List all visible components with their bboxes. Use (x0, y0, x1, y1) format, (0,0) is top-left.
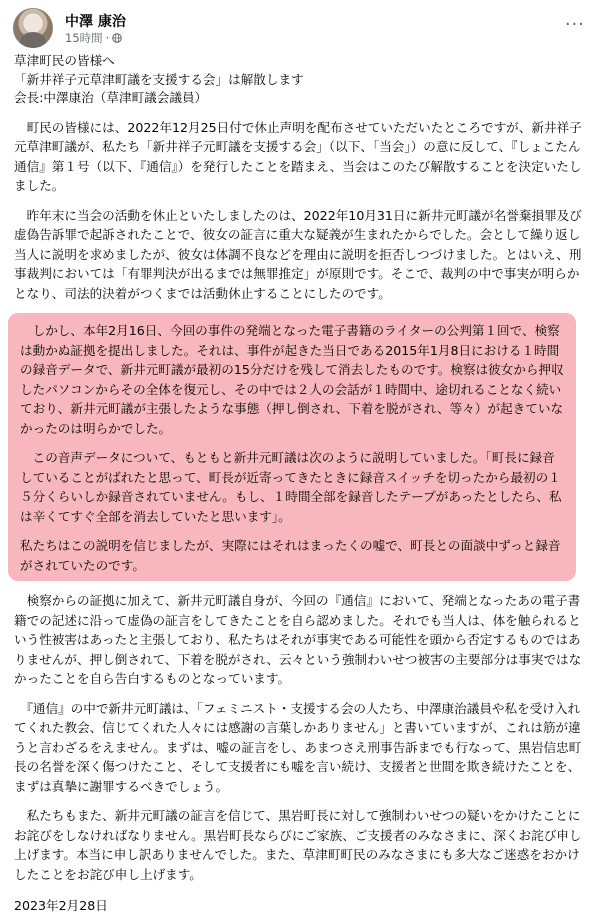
paragraph: 町民の皆様には、2022年12月25日付で休止声明を配布させていただいたところですが、新井祥子元草津町議が、私たち「新井祥子元町議を支援する会」（以下、「当会」）の意に反して、『しょこたん通信』第１号（以下、『通信』）を発行したことを踏まえ、当会はこのたび解散することを決定いたしました。 (14, 119, 582, 193)
paragraph: しかし、本年2月16日、今回の事件の発端となった電子書籍のライターの公判第１回で、検察は動かぬ証拠を提出しました。それは、事件が起きた当日である2015年1月8日における１時間の録音データで、新井元町議が最初の15分だけを残して消去したものです。検察は彼女から押収したパソコンからその全体を復元し、その中では２人の会話が１時間中、途切れることなく続いており、新井元町議が主張したような事態（押し倒され、下着を脱がされ、等々）が起きていなかったのは明らかでした。 (20, 323, 564, 436)
globe-icon[interactable] (112, 33, 122, 43)
paragraph: 検察からの証拠に加えて、新井元町議自身が、今回の『通信』において、発端となったあの電子書籍での記述に沿って虚偽の証言をしてきたことを自ら認めました。それでも当人は、体を触られるという性被害はあったと主張しており、私たちはそれが事実である可能性を頭から否定するものではありませんが、押し倒されて、下着を脱がされ、云々という強制わいせつ被害の主要部分は事実ではなかったことを自ら告白するものとなっています。 (14, 593, 582, 686)
intro-line: 草津町民の皆様へ (14, 53, 115, 68)
author-name[interactable]: 中澤 康治 (65, 14, 126, 30)
avatar[interactable] (13, 8, 53, 48)
paragraph: 私たちもまた、新井元町議の証言を信じて、黒岩町長に対して強制わいせつの疑いをかけたことにお詫びをしなければなりません。黒岩町長ならびにご家族、ご支援者のみなさまに、深くお詫び申し上げます。本当に申し訳ありませんでした。また、草津町町民のみなさまにも多大なご迷惑をおかけしたことをお詫び申し上げます。 (14, 808, 582, 882)
post-meta: 15時間 · (65, 30, 122, 46)
post-date: 2023年2月28日 (14, 898, 108, 913)
intro-line: 「新井祥子元草津町議を支援する会」は解散します (14, 71, 304, 87)
intro-line: 会長:中澤康治（草津町議会議員） (14, 90, 208, 105)
paragraph: この音声データについて、もともと新井元町議は次のように説明していました。「町長に録音していることがばれたと思って、町長が近寄ってきたときに録音スイッチを切ったから最初の１５分くらいしか録音されていません。もし、１時間全部を録音したテープがあったとしたら、私は辛くてすぐ全部を消去していたと思います」。 (20, 450, 562, 524)
paragraph: 私たちはこの説明を信じましたが、実際にはそれはまったくの嘘で、町長との面談中ずっと録音がされていたのです。 (20, 538, 561, 573)
post-body (14, 52, 588, 916)
post-header (13, 8, 587, 48)
more-options-icon[interactable]: ··· (564, 14, 585, 35)
highlighted-section (8, 313, 576, 581)
paragraph: 昨年末に当会の活動を休止といたしましたのは、2022年10月31日に新井元町議が名誉棄損罪及び虚偽告訴罪で起訴されたことで、彼女の証言に重大な疑義が生まれたからでした。会として繰り返し当人に説明を求めましたが、彼女は体調不良などを理由に説明を拒否しつづけました。とはいえ、刑事裁判においては「有罪判決が出るまでは無罪推定」が原則です。そこで、裁判の中で事実が明らかとなり、司法的決着がつくまでは活動休止することにしたのです。 (14, 207, 582, 301)
post-time[interactable]: 15時間 (65, 31, 103, 45)
post-intro (14, 52, 588, 108)
paragraph: 『通信』の中で新井元町議は、「フェミニスト・支援する会の人たち、中澤康治議員や私を受け入れてくれた教会、信じてくれた人々には感謝の言葉しかありません」と書いていますが、これは筋が違うと言わざるをえません。まずは、嘘の証言をし、あまつさえ刑事告訴までも行なって、黒岩信忠町長の名誉を深く傷つけたこと、そして支援者にも嘘を言い続け、支援者と世間を欺き続けたことを、まずは真摯に謝罪するべきでしょう。 (14, 700, 582, 794)
